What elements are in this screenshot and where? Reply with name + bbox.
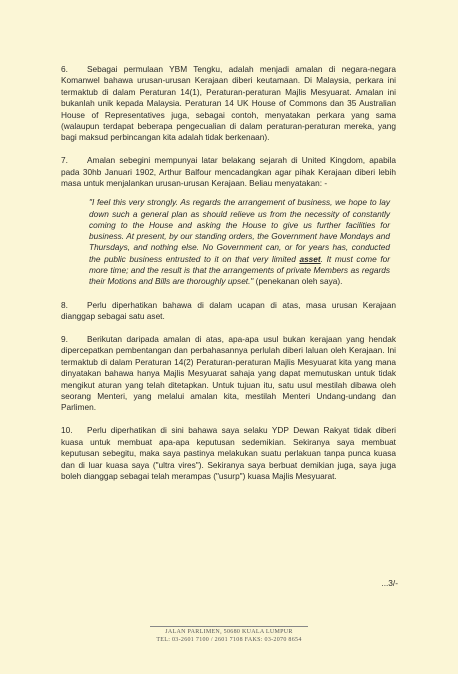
paragraph-number: 7. (61, 155, 68, 166)
quote-emphasis: asset (299, 253, 321, 264)
document-body (61, 64, 396, 494)
paragraph-text: Perlu diperhatikan di sini bahawa saya selaku YDP Dewan Rakyat tidak diberi kuasa untuk membuat apa-apa keputusan sedemikian. Sekiranya saya membuat keputusan sebegitu, maka saya pastinya melakukan suatu perlakuan tanpa punca kuasa dan di luar kuasa saya ("ultra vires"). Sekiranya saya berbuat demikian juga, saya juga boleh dianggap sebagai telah merampas ("usurp") kuasa Majlis Mesyuarat. (61, 425, 396, 482)
paragraph-number: 9. (61, 334, 68, 345)
balfour-quote (89, 197, 390, 287)
letterhead-footer (0, 628, 458, 644)
paragraph-number: 8. (61, 299, 68, 310)
footer-address: JALAN PARLIMEN, 50680 KUALA LUMPUR (165, 629, 293, 635)
quote-text-before: "I feel this very strongly. As regards the arrangement of business, we hope to lay down such a general plan as should relieve us from the necessity of constantly coming to the House and asking the House to give us further facilities for business. At present, by our standing orders, the Government have Mondays and Thursdays, and nothing else. No Government can, or for years has, conducted the public business entrusted to it on that very limited (89, 197, 390, 264)
paragraph-number: 6. (61, 64, 68, 74)
paragraph-10 (61, 425, 396, 482)
paragraph-9 (61, 334, 396, 414)
page-continuation-marker: ...3/- (381, 578, 398, 588)
paragraph-7 (61, 155, 396, 189)
quote-note: (penekanan oleh saya). (253, 276, 343, 287)
quote-text-after: . It must come for more time; and the result is that the arrangements of private Members as regards their Motions and Bills are thoroughly upset." (89, 253, 390, 287)
paragraph-text: Perlu diperhatikan bahawa di dalam ucapan di atas, masa urusan Kerajaan dianggap sebagai satu aset. (61, 299, 396, 322)
paragraph-text: Amalan sebegini mempunyai latar belakang sejarah di United Kingdom, apabila pada 30hb Januari 1902, Arthur Balfour mencadangkan agar pihak Kerajaan diberi lebih masa untuk menjalankan urusan-urusan Kerajaan. Beliau menyatakan: - (61, 155, 396, 189)
paragraph-text: Sebagai permulaan YBM Tengku, adalah menjadi amalan di negara-negara Komanwel bahawa urusan-urusan Kerajaan diberi keutamaan. Di Malaysia, perkara ini termaktub di dalam Peraturan 14(1), Peraturan-peraturan Majlis Mesyuarat. Amalan ini bukanlah unik kepada Malaysia. Peraturan 14 UK House of Commons dan 35 Australian House of Representatives juga, sebagai contoh, menyatakan perkara yang sama (walaupun terdapat beberapa pengecualian di dalam peraturan-peraturan mereka, yang bagi maksud perbincangan kita adalah tidak berkenaan). (61, 64, 396, 143)
footer-contact: TEL: 03-2601 7100 / 2601 7108 FAKS: 03-2070 8654 (156, 637, 302, 643)
paragraph-8 (61, 300, 396, 323)
paragraph-number: 10. (61, 425, 73, 436)
paragraph-text: Berikutan daripada amalan di atas, apa-apa usul bukan kerajaan yang hendak dipercepatkan pembentangan dan perbahasannya perlulah diberi laluan oleh Kerajaan. Ini termaktub di dalam Peraturan 14(2) Peraturan-peraturan Majlis Mesyuarat kita yang mana dinyatakan bahawa hanya Majlis Mesyuarat sahaja yang dapat memutuskan untuk tidak mengikut aturan yang telah ditetapkan. Untuk tujuan itu, satu usul mestilah dibawa oleh seorang Menteri, yang melalui amalan kita, mestilah Menteri Undang-undang dan Parlimen. (61, 334, 396, 413)
footer-divider (150, 626, 308, 627)
paragraph-6 (61, 64, 396, 144)
